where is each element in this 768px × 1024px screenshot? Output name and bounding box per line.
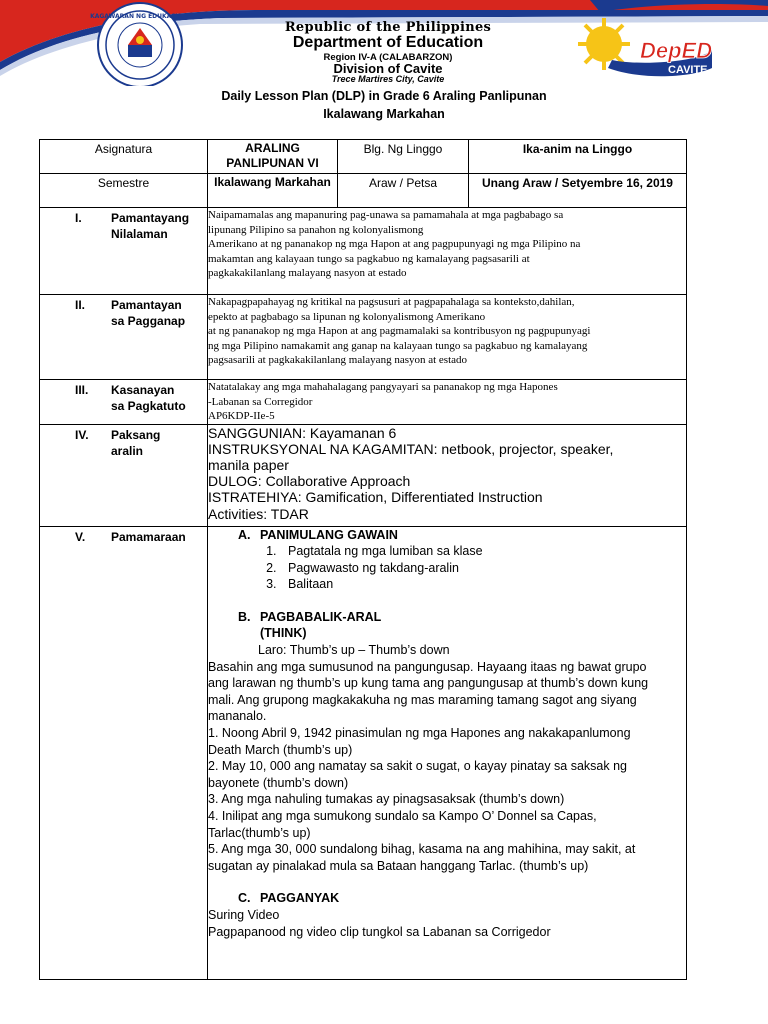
section-number: V.: [75, 529, 86, 544]
petsa-label: Araw / Petsa: [338, 174, 469, 208]
text-line: Basahin ang mga sumusunod na pangungusap. Hayaang itaas ng bawat grupo: [208, 659, 647, 674]
header-region: Region IV-A (CALABARZON): [323, 52, 453, 63]
section-row: [40, 526, 687, 979]
text-line: -Labanan sa Corregidor: [208, 395, 313, 408]
text-line: Tarlac(thumb’s up): [208, 825, 311, 840]
subsection-title: PAGBABALIK-ARAL: [260, 609, 382, 624]
section-row: [40, 208, 687, 295]
pamantayang-nilalaman-text: [208, 208, 687, 295]
text-line: 5. Ang mga 30, 000 sundalong bihag, kasama na ang mahihina, may sakit, at: [208, 842, 636, 857]
lesson-plan-table: [39, 139, 687, 980]
linggo-label: Blg. Ng Linggo: [338, 140, 469, 174]
asignatura-value: ARALING PANLIPUNAN VI: [208, 140, 338, 174]
paksang-aralin-text: [208, 424, 687, 526]
text-line: 3. Ang mga nahuling tumakas ay pinagsasaksak (thumb’s down): [208, 792, 565, 807]
subsection-letter: C.: [238, 891, 251, 906]
text-line: manila paper: [208, 456, 289, 473]
list-item: 1. Pagtatala ng mga lumiban sa klase: [280, 543, 686, 560]
text-line: Suring Video: [208, 907, 280, 922]
text-line: lipunang Pilipino sa panahon ng kolonyalismong: [208, 223, 424, 236]
subsection-b-heading: [208, 609, 686, 626]
subsection-title: PANIMULANG GAWAIN: [260, 527, 398, 542]
text-line: ISTRATEHIYA: Gamification, Differentiated Instruction: [208, 489, 543, 506]
semestre-value: Ikalawang Markahan: [208, 174, 338, 208]
laro-line: Laro: Thumb’s up – Thumb’s down: [258, 643, 450, 658]
subsection-letter: A.: [238, 527, 251, 542]
subsection-c-heading: [208, 890, 686, 907]
text-line: AP6KDP-IIe-5: [208, 410, 275, 422]
pamamaraan-content: [208, 526, 687, 979]
text-line: ng mga Pilipino namakamit ang ganap na kalayaan tungo sa pagkabuo ng kamalayang: [208, 339, 588, 352]
subsection-a-heading: [208, 527, 686, 544]
document-subtitle: Ikalawang Markahan: [323, 107, 445, 121]
subsection-b-subtitle: (THINK): [260, 626, 307, 641]
text-line: DULOG: Collaborative Approach: [208, 473, 411, 490]
subsection-letter: B.: [238, 609, 251, 624]
section-title: Pamantayan sa Pagganap: [111, 298, 186, 328]
text-line: 1. Noong Abril 9, 1942 pinasimulan ng mga Hapones ang nakakapanlumong: [208, 726, 631, 741]
section-title: Kasanayan sa Pagkatuto: [111, 383, 186, 413]
text-line: Activities: TDAR: [208, 505, 309, 522]
svg-text:CAVITE: CAVITE: [668, 64, 708, 76]
section-title: Pamamaraan: [111, 529, 186, 544]
header-city: Trece Martires City, Cavite: [331, 74, 445, 84]
petsa-value: Unang Araw / Setyembre 16, 2019: [469, 174, 687, 208]
text-line: Naipamamalas ang mapanuring pag-unawa sa pamamahala at mga pagbabago sa: [208, 209, 564, 221]
text-line: Pagpapanood ng video clip tungkol sa Labanan sa Corrigedor: [208, 924, 551, 939]
text-line: pagkakakilanlang malayang nasyon at estado: [208, 267, 407, 279]
svg-text:DepED: DepED: [640, 38, 713, 63]
text-line: sugatan ay pinalakad mula sa Bataan hanggang Tarlac. (thumb’s up): [208, 858, 589, 873]
semestre-label: Semestre: [40, 174, 208, 208]
section-number: III.: [75, 383, 89, 397]
list-item: 2. Pagwawasto ng takdang-aralin: [280, 560, 686, 577]
pamantayan-sa-pagganap-text: [208, 295, 687, 380]
info-row-subject: [40, 140, 687, 174]
text-line: SANGGUNIAN: Kayamanan 6: [208, 424, 397, 441]
section-row: [40, 295, 687, 380]
text-line: makamtan ang kalayaan tungo sa pagkabuo ng kamalayang pagsasarili at: [208, 252, 530, 265]
text-line: mananalo.: [208, 709, 267, 724]
text-line: pagsasarili at pagkakakilanlang malayang nasyon at estado: [208, 354, 468, 366]
text-line: ang larawan ng thumb’s up kung tama ang pangungusap at thumb’s down kung: [208, 676, 649, 691]
subsection-title: PAGGANYAK: [260, 891, 340, 906]
svg-text:KAGAWARAN NG EDUKASYON: KAGAWARAN NG EDUKASYON: [90, 13, 190, 20]
linggo-value: Ika-anim na Linggo: [469, 140, 687, 174]
text-line: 2. May 10, 000 ang namatay sa sakit o sugat, o kayay pinatay sa saksak ng: [208, 759, 627, 774]
text-line: at ng pananakop ng mga Hapon at ang pagmamalaki sa kontribusyon ng pagpupunyagi: [208, 325, 591, 337]
section-number: II.: [75, 298, 86, 312]
kasanayan-sa-pagkatuto-text: [208, 380, 687, 425]
info-row-semester: [40, 174, 687, 208]
text-line: 4. Inilipat ang mga sumukong sundalo sa Kampo O’ Donnel sa Capas,: [208, 809, 597, 823]
text-line: INSTRUKSYONAL NA KAGAMITAN: netbook, projector, speaker,: [208, 440, 614, 457]
section-number: IV.: [75, 427, 89, 442]
section-title: Pamantayang Nilalaman: [111, 211, 190, 241]
document-title: Daily Lesson Plan (DLP) in Grade 6 Araling Panlipunan: [221, 89, 547, 103]
text-line: Natatalakay ang mga mahahalagang pangyayari sa pananakop ng mga Hapones: [208, 381, 558, 393]
text-line: bayonete (thumb’s down): [208, 775, 349, 790]
text-line: Amerikano at ng pananakop ng mga Hapon at ang pagpupunyagi ng mga Pilipino na: [208, 238, 581, 250]
header-department: Department of Education: [292, 34, 484, 51]
text-line: mali. Ang grupong magkakakuha ng mas maraming tamang sagot ang siyang: [208, 692, 637, 707]
asignatura-label: Asignatura: [40, 140, 208, 174]
header-republic: Republic of the Philippines: [284, 20, 492, 35]
section-row: [40, 424, 687, 526]
text-line: Nakapagpapahayag ng kritikal na pagsusuri at pagpapahalaga sa konteksto,dahilan,: [208, 296, 575, 308]
section-row: [40, 380, 687, 425]
text-line: Death March (thumb’s up): [208, 742, 353, 757]
list-item: 3. Balitaan: [280, 576, 686, 593]
text-line: epekto at pagbabago sa lipunan ng kolonyalismong Amerikano: [208, 310, 486, 323]
section-number: I.: [75, 211, 82, 225]
panimulang-gawain-list: [208, 543, 686, 593]
header-division: Division of Cavite: [333, 61, 443, 76]
section-title: Paksang aralin: [111, 427, 161, 458]
